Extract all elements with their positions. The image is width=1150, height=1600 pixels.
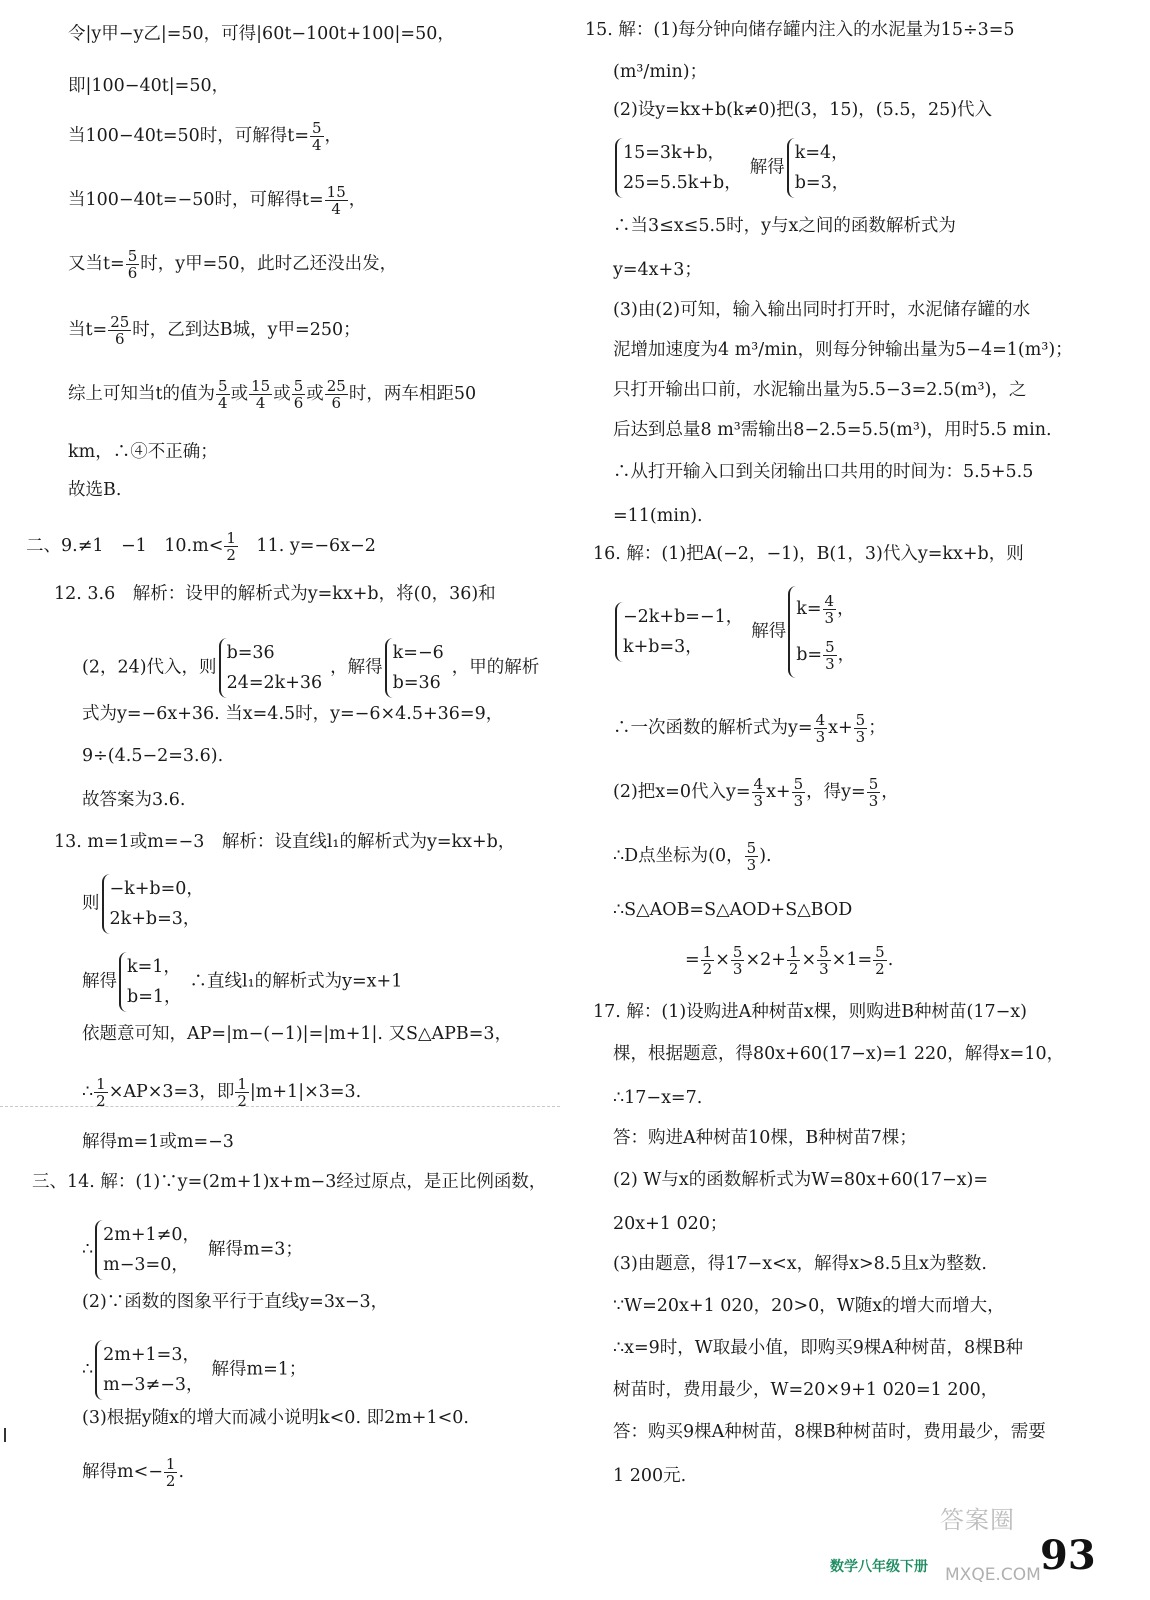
line: (3)由题意，得17−x<x，解得x>8.5且x为整数.: [613, 1254, 987, 1274]
line: ∴17−x=7.: [613, 1088, 703, 1108]
line: (2)设y=kx+b(k≠0)把(3，15)，(5.5，25)代入: [613, 100, 993, 120]
question-14: 三、14. 解：(1)∵y=(2m+1)x+m−3经过原点，是正比例函数，: [32, 1172, 547, 1192]
line: 当100−40t=50时，可解得t= $\frac{5}{4}$ ，: [68, 119, 343, 154]
line: y=4x+3；: [613, 260, 702, 280]
line: 综上可知当t的值为 $\frac{5}{4}$ 或 $\frac{15}{4}$ 或 $\frac{5}{6}$ 或 $\frac{25}{6}$ 时，两车相距50: [68, 377, 477, 412]
line: ∴当3≤x≤5.5时，y与x之间的函数解析式为: [613, 216, 956, 236]
line: 解得m<− $\frac{1}{2}$ .: [82, 1455, 185, 1490]
right-column: [585, 0, 1145, 1600]
line: ∴S△AOB=S△AOD+S△BOD: [613, 900, 853, 920]
question-13: 13. m=1或m=−3 解析：设直线l₁的解析式为y=kx+b，: [54, 832, 516, 852]
line: 故选B.: [68, 480, 122, 500]
line: km，∴④不正确；: [68, 442, 218, 462]
line: = $\frac{1}{2}$ × $\frac{5}{3}$ ×2+ $\frac{1}{2}$ × $\frac{5}{3}$ ×1= $\frac{5}{2}$ .: [685, 943, 894, 978]
line: 解得 k=1， b=1， ∴直线l₁的解析式为y=x+1: [82, 952, 402, 1012]
line: ∴ 2m+1≠0， m−3=0， 解得m=3；: [82, 1220, 303, 1280]
line: 棵，根据题意，得80x+60(17−x)=1 220，解得x=10，: [613, 1044, 1065, 1064]
line: ∴x=9时，W取最小值，即购买9棵A种树苗，8棵B种: [613, 1338, 1024, 1358]
line: (2，24)代入，则 b=36 24=2k+36 ，解得 k=−6 b=36 ，甲的解析: [82, 638, 539, 698]
line: 20x+1 020；: [613, 1214, 728, 1234]
fold-divider: [0, 1106, 560, 1107]
line: (2)把x=0代入y= $\frac{4}{3}$ x+ $\frac{5}{3}$ ，得y= $\frac{5}{3}$ ，: [613, 775, 899, 810]
fraction: $\frac{5}{4}$: [312, 119, 322, 154]
fraction: $\frac{5}{6}$: [127, 247, 138, 282]
line: 只打开输出口前，水泥输出量为5.5−3=2.5(m³)，之: [613, 380, 1027, 400]
line: 答：购买9棵A种树苗，8棵B种树苗时，费用最少，需要: [613, 1422, 1046, 1442]
line: ∴从打开输入口到关闭输出口共用的时间为：5.5+5.5: [613, 462, 1034, 482]
line: 9÷(4.5−2=3.6).: [82, 746, 224, 766]
line: 又当t= $\frac{5}{6}$ 时，y甲=50，此时乙还没出发，: [68, 247, 398, 282]
line: 当t= $\frac{25}{6}$ 时，乙到达B城，y甲=250；: [68, 313, 361, 348]
equation-system: b=36 24=2k+36: [219, 638, 325, 698]
line: 树苗时，费用最少，W=20×9+1 020=1 200，: [613, 1380, 999, 1400]
line: =11(min).: [613, 506, 703, 526]
line: ∵W=20x+1 020，20>0，W随x的增大而增大，: [613, 1296, 1005, 1316]
fraction: $\frac{15}{4}$: [326, 183, 346, 218]
line: 答：购进A种树苗10棵，B种树苗7棵；: [613, 1128, 917, 1148]
line: 令|y甲−y乙|=50，可得|60t−100t+100|=50，: [68, 24, 455, 44]
section-two: 二、9.≠1 −1 10.m< $\frac{1}{2}$ 11. y=−6x−2: [26, 529, 376, 564]
line: 泥增加速度为4 m³/min，则每分钟输出量为5−4=1(m³)；: [613, 340, 1073, 360]
line: 1 200元.: [613, 1466, 687, 1486]
fraction: $\frac{25}{6}$: [110, 313, 130, 348]
question-17: 17. 解：(1)设购进A种树苗x棵，则购进B种树苗(17−x): [593, 1002, 1028, 1022]
watermark-site: MXQE.COM: [945, 1565, 1041, 1585]
line: 后达到总量8 m³需输出8−2.5=5.5(m³)，用时5.5 min.: [613, 420, 1052, 440]
line: 即|100−40t|=50，: [68, 76, 230, 96]
line: 式为y=−6x+36. 当x=4.5时，y=−6×4.5+36=9，: [82, 704, 504, 724]
line: 故答案为3.6.: [82, 790, 186, 810]
line: (3)由(2)可知，输入输出同时打开时，水泥储存罐的水: [613, 300, 1031, 320]
question-16: 16. 解：(1)把A(−2，−1)，B(1，3)代入y=kx+b，则: [593, 544, 1024, 564]
line: 15=3k+b， 25=5.5k+b， 解得 k=4， b=3，: [613, 138, 857, 198]
line: (2) W与x的函数解析式为W=80x+60(17−x)=: [613, 1170, 989, 1190]
edge-mark: [4, 1428, 6, 1442]
line: ∴ $\frac{1}{2}$ ×AP×3=3，即 $\frac{1}{2}$ |m+1|×3=3.: [82, 1075, 362, 1110]
line: 则 −k+b=0， 2k+b=3，: [82, 874, 212, 934]
line: ∴D点坐标为(0， $\frac{5}{3}$ ).: [613, 839, 772, 874]
line: (3)根据y随x的增大而减小说明k<0. 即2m+1<0.: [82, 1408, 469, 1428]
line: −2k+b=−1， k+b=3， 解得 k= $\frac{4}{3}$ ， b= $\frac{5}{3}$ ，: [613, 586, 863, 678]
line: (m³/min)；: [613, 62, 708, 82]
line: 当100−40t=−50时，可解得t= $\frac{15}{4}$ ，: [68, 183, 367, 218]
page-number: 93: [1040, 1532, 1096, 1579]
line: ∴ 2m+1=3， m−3≠−3， 解得m=1；: [82, 1340, 306, 1400]
left-column: [20, 0, 550, 1600]
question-15: 15. 解：(1)每分钟向储存罐内注入的水泥量为15÷3=5: [585, 20, 1015, 40]
subject-footer: 数学八年级下册: [830, 1559, 928, 1575]
line: 解得m=1或m=−3: [82, 1132, 234, 1152]
question-12: 12. 3.6 解析：设甲的解析式为y=kx+b，将(0，36)和: [54, 584, 496, 604]
line: 依题意可知，AP=|m−(−1)|=|m+1|. 又S△APB=3，: [82, 1024, 513, 1044]
line: (2)∵函数的图象平行于直线y=3x−3，: [82, 1292, 389, 1312]
line: ∴一次函数的解析式为y= $\frac{4}{3}$ x+ $\frac{5}{3}$ ；: [613, 711, 886, 746]
watermark-logo: 答案圈: [940, 1506, 1015, 1534]
